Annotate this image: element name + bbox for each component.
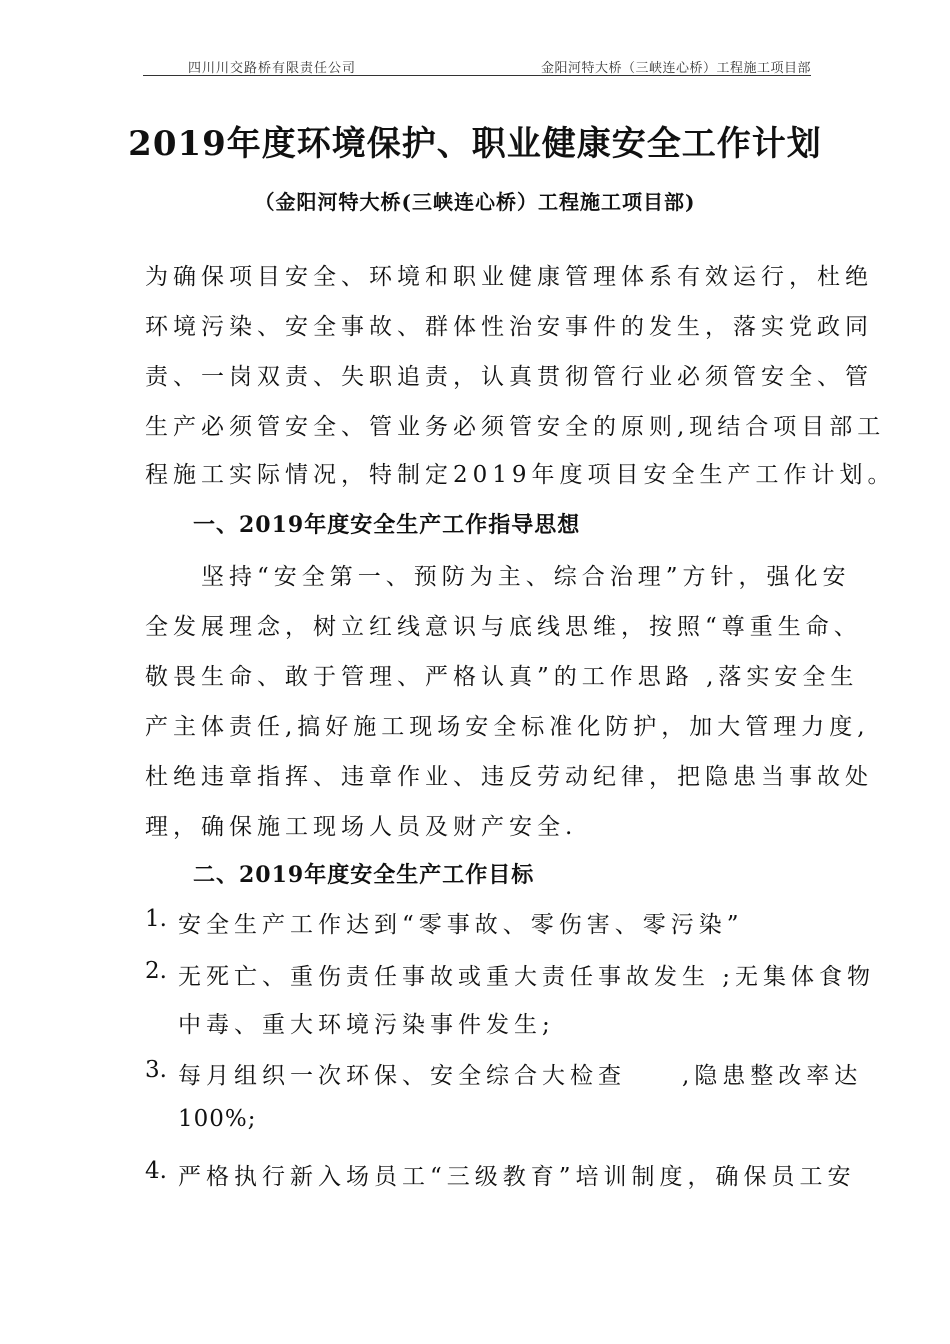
header-company: 四川川交路桥有限责任公司 (188, 61, 357, 76)
section1-line: 坚持“安全第一、预防为主、综合治理”方针，强化安 (145, 564, 851, 590)
list-item-number: 4. (145, 1158, 167, 1184)
section1-line: 敬畏生命、敢于管理、严格认真”的工作思路 ,落实安全生 (145, 664, 859, 690)
section1-line: 理，确保施工现场人员及财产安全. (145, 814, 578, 840)
section1-line: 杜绝违章指挥、违章作业、违反劳动纪律，把隐患当事故处 (145, 764, 873, 790)
intro-line: 为确保项目安全、环境和职业健康管理体系有效运行，杜绝 (145, 264, 873, 290)
list-item-text: 安全生产工作达到“零事故、零伤害、零污染” (178, 912, 744, 938)
section1-line: 全发展理念，树立红线意识与底线思维，按照“尊重生命、 (145, 614, 862, 640)
intro-line: 程施工实际情况，特制定2019年度项目安全生产工作计划。 (145, 462, 896, 488)
document-subtitle: （金阳河特大桥(三峡连心桥）工程施工项目部) (254, 190, 696, 214)
intro-line: 责、一岗双责、失职追责，认真贯彻管行业必须管安全、管 (145, 364, 873, 390)
section2-heading: 二、2019年度安全生产工作目标 (193, 862, 535, 888)
list-item-text: 每月组织一次环保、安全综合大检查 ,隐患整改率达 (178, 1063, 863, 1089)
section1-heading: 一、2019年度安全生产工作指导思想 (193, 512, 581, 538)
list-item-number: 3. (145, 1057, 167, 1083)
document-title: 2019年度环境保护、职业健康安全工作计划 (128, 124, 822, 164)
list-item-text: 严格执行新入场员工“三级教育”培训制度，确保员工安 (178, 1164, 856, 1190)
header-project: 金阳河特大桥（三峡连心桥）工程施工项目部 (540, 61, 811, 76)
list-item-text: 无死亡、重伤责任事故或重大责任事故发生 ;无集体食物 (178, 964, 876, 990)
list-item-text: 100%; (178, 1106, 257, 1132)
running-header (143, 55, 811, 76)
intro-line: 环境污染、安全事故、群体性治安事件的发生，落实党政同 (145, 314, 873, 340)
section1-line: 产主体责任,搞好施工现场安全标准化防护，加大管理力度, (145, 714, 870, 740)
list-item-text: 中毒、重大环境污染事件发生; (178, 1012, 555, 1038)
list-item-number: 1. (145, 906, 167, 932)
list-item-number: 2. (145, 958, 167, 984)
intro-line: 生产必须管安全、管业务必须管安全的原则,现结合项目部工 (145, 414, 886, 440)
